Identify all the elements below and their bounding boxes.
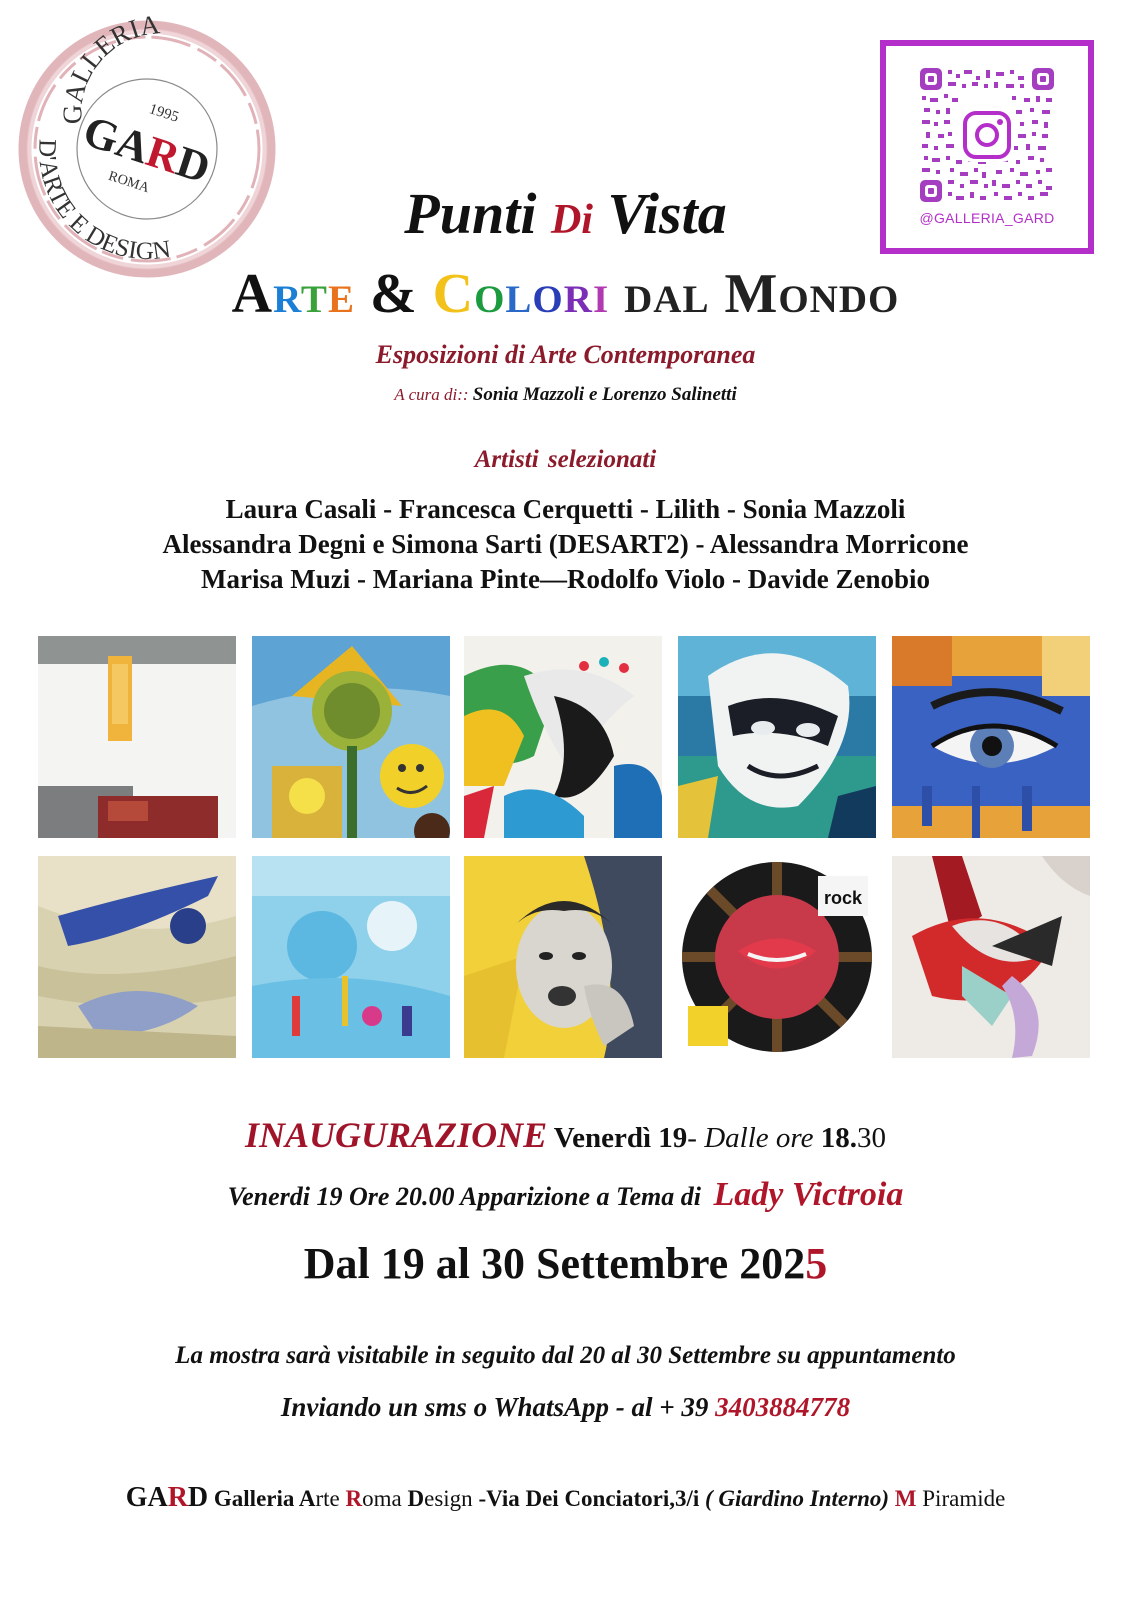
contact-line: Inviando un sms o WhatsApp - al + 39 3403884778	[280, 1392, 851, 1422]
logo-brand: GARD	[77, 106, 217, 193]
logo-city: ROMA	[106, 168, 152, 197]
artists-heading: Artisti selezionati	[474, 446, 657, 473]
curators: A cura di:: Sonia Mazzoli e Lorenzo Salinetti	[394, 384, 737, 405]
footer-address: GARD Galleria Arte Roma Design -Via Dei Conciatori,3/i ( Giardino Interno) M Piramide	[125, 1482, 1006, 1513]
artists-line-2: Alessandra Degni e Simona Sarti (DESART2) - Alessandra Morricone	[162, 529, 969, 559]
apparition-line: Venerdi 19 Ore 20.00 Apparizione a Tema di Lady Victroia	[227, 1176, 904, 1213]
artwork-sunflower-faces	[252, 636, 450, 838]
artwork-child-portrait	[464, 856, 662, 1058]
artwork-red-glass-sculpture	[892, 856, 1090, 1058]
artists-line-1: Laura Casali - Francesca Cerquetti - Lilith - Sonia Mazzoli	[225, 494, 906, 524]
artwork-blue-mask-face	[678, 636, 876, 838]
subtitle: Esposizioni di Arte Contemporanea	[375, 340, 756, 369]
artists-line-3: Marisa Muzi - Mariana Pinte—Rodolfo Violo - Davide Zenobio	[201, 564, 930, 594]
artwork-abstract-curves	[464, 636, 662, 838]
inauguration-line: INAUGURAZIONE Venerdì 19- Dalle ore 18.30	[245, 1115, 886, 1155]
artwork-abstract-yellow-grey	[38, 636, 236, 838]
secondary-title: Arte & Colori dal Mondo	[231, 263, 900, 325]
logo-arc-top: GALLERIA	[57, 14, 162, 125]
phone-number[interactable]: 3403884778	[715, 1392, 851, 1422]
instagram-handle[interactable]: @GALLERIA_GARD	[919, 210, 1055, 226]
exhibition-dates: Dal 19 al 30 Settembre 2025	[303, 1239, 828, 1288]
logo-arc-bottom: D'ARTE E DESIGN	[33, 138, 173, 266]
main-title: Punti Di Vista	[404, 181, 727, 246]
artwork-blue-eye	[892, 636, 1090, 838]
visit-info: La mostra sarà visitabile in seguito dal 20 al 30 Settembre su appuntamento	[175, 1342, 956, 1369]
artwork-blue-texture	[38, 856, 236, 1058]
logo-year: 1995	[147, 101, 181, 126]
artwork-light-blue-abstract	[252, 856, 450, 1058]
artwork-rock-collage-clock	[678, 856, 876, 1058]
svg-text:rock: rock	[823, 888, 863, 908]
